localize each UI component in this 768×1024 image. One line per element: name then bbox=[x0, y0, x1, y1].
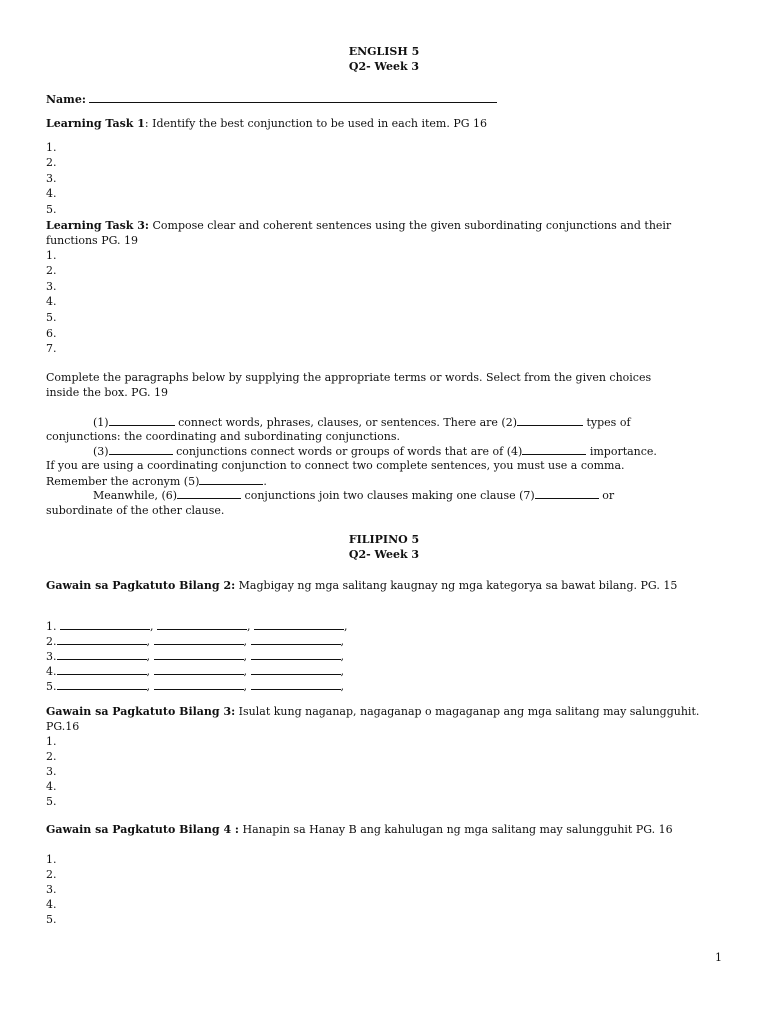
separator: , bbox=[243, 650, 247, 663]
learning-task-3-text: Compose clear and coherent sentences using the given subordinating conjunctions and their functions PG. 19 bbox=[46, 219, 672, 247]
paragraph-1-line-1 bbox=[93, 414, 631, 430]
gawain-2-text: Magbigay ng mga salitang kaugnay ng mga kategorya sa bawat bilang. PG. 15 bbox=[235, 579, 678, 592]
gawain-2-row bbox=[46, 678, 344, 694]
gawain-4-text: Hanapin sa Hanay B ang kahulugan ng mga salitang may salungguhit PG. 16 bbox=[239, 823, 673, 836]
gawain-2-heading bbox=[46, 578, 726, 593]
separator: , bbox=[247, 620, 251, 633]
task3-item: 6. bbox=[46, 327, 57, 340]
separator: , bbox=[344, 620, 348, 633]
separator: , bbox=[340, 665, 344, 678]
answer-blank[interactable] bbox=[57, 678, 147, 690]
gawain-3-item: 1. bbox=[46, 735, 57, 748]
gawain-4-item: 3. bbox=[46, 883, 57, 896]
answer-blank[interactable] bbox=[154, 663, 244, 675]
gawain-4-item: 5. bbox=[46, 913, 57, 926]
gawain-3-item: 2. bbox=[46, 750, 57, 763]
gawain-2-item-number: 1. bbox=[46, 620, 60, 633]
learning-task-3-heading bbox=[46, 218, 726, 248]
paragraph-3-end: or bbox=[598, 489, 615, 502]
gawain-3-label: Gawain sa Pagkatuto Bilang 3: bbox=[46, 705, 236, 718]
answer-blank[interactable] bbox=[254, 618, 344, 630]
blank-6[interactable] bbox=[177, 487, 241, 499]
gawain-2-row bbox=[46, 618, 348, 634]
answer-blank[interactable] bbox=[251, 633, 341, 645]
learning-task-3-label: Learning Task 3: bbox=[46, 219, 149, 232]
name-row bbox=[46, 91, 497, 107]
task3-item: 5. bbox=[46, 311, 57, 324]
gawain-2-item-number: 4. bbox=[46, 665, 57, 678]
separator: , bbox=[146, 650, 150, 663]
gawain-3-item: 4. bbox=[46, 780, 57, 793]
gawain-3-item: 3. bbox=[46, 765, 57, 778]
gawain-4-heading bbox=[46, 822, 726, 837]
gawain-4-item: 2. bbox=[46, 868, 57, 881]
english-week: Q2- Week 3 bbox=[348, 60, 420, 73]
gawain-2-item-number: 2. bbox=[46, 635, 57, 648]
paragraph-2-text: conjunctions connect words or groups of words that are of (4) bbox=[172, 445, 523, 458]
paragraph-2-line-1 bbox=[93, 443, 657, 459]
separator: , bbox=[243, 665, 247, 678]
separator: , bbox=[340, 680, 344, 693]
gawain-3-text: Isulat kung naganap, nagaganap o magaganap ang mga salitang may salungguhit. PG.16 bbox=[46, 705, 700, 733]
answer-blank[interactable] bbox=[251, 648, 341, 660]
blank-3-label: (3) bbox=[93, 445, 109, 458]
blank-2[interactable] bbox=[517, 414, 583, 426]
gawain-2-row bbox=[46, 663, 344, 679]
paragraph-2-line-2: If you are using a coordinating conjunction to connect two complete sentences, you must use a comma. bbox=[46, 459, 625, 472]
answer-blank[interactable] bbox=[251, 663, 341, 675]
acronym-period: . bbox=[263, 475, 267, 488]
paragraph-3-text: conjunctions join two clauses making one clause (7) bbox=[241, 489, 535, 502]
filipino-title: FILIPINO 5 bbox=[348, 533, 420, 546]
gawain-2-item-number: 3. bbox=[46, 650, 57, 663]
learning-task-1-text: : Identify the best conjunction to be used in each item. PG 16 bbox=[144, 117, 488, 130]
name-blank[interactable] bbox=[89, 91, 497, 103]
paragraph-1-end: types of bbox=[583, 416, 631, 429]
separator: , bbox=[146, 680, 150, 693]
answer-blank[interactable] bbox=[60, 618, 150, 630]
task1-item: 2. bbox=[46, 156, 57, 169]
answer-blank[interactable] bbox=[57, 663, 147, 675]
blank-1[interactable] bbox=[109, 414, 175, 426]
paragraph-instructions: Complete the paragraphs below by supplying the appropriate terms or words. Select from the given choices inside the box. PG. 19 bbox=[46, 371, 652, 399]
task1-item: 4. bbox=[46, 187, 57, 200]
task1-item: 1. bbox=[46, 141, 57, 154]
page-number: 1 bbox=[715, 951, 722, 964]
answer-blank[interactable] bbox=[154, 648, 244, 660]
paragraph-3-line-1 bbox=[93, 487, 614, 503]
task1-item: 5. bbox=[46, 203, 57, 216]
blank-4[interactable] bbox=[522, 443, 586, 455]
gawain-2-label: Gawain sa Pagkatuto Bilang 2: bbox=[46, 579, 236, 592]
task3-item: 4. bbox=[46, 295, 57, 308]
acronym-text: Remember the acronym (5) bbox=[46, 475, 200, 488]
gawain-2-row bbox=[46, 633, 344, 649]
gawain-2-item-number: 5. bbox=[46, 680, 57, 693]
paragraph-1-line-2: conjunctions: the coordinating and subordinating conjunctions. bbox=[46, 430, 401, 443]
separator: , bbox=[146, 665, 150, 678]
answer-blank[interactable] bbox=[251, 678, 341, 690]
gawain-3-item: 5. bbox=[46, 795, 57, 808]
gawain-4-item: 4. bbox=[46, 898, 57, 911]
blank-5[interactable] bbox=[199, 473, 263, 485]
gawain-2-row bbox=[46, 648, 344, 664]
answer-blank[interactable] bbox=[157, 618, 247, 630]
blank-3[interactable] bbox=[109, 443, 173, 455]
learning-task-1-label: Learning Task 1 bbox=[46, 117, 145, 130]
paragraph-3-start: Meanwhile, (6) bbox=[93, 489, 178, 502]
separator: , bbox=[340, 635, 344, 648]
gawain-4-label: Gawain sa Pagkatuto Bilang 4 : bbox=[46, 823, 239, 836]
paragraph-1-text: connect words, phrases, clauses, or sentences. There are (2) bbox=[174, 416, 517, 429]
paragraph-3-line-2: subordinate of the other clause. bbox=[46, 504, 225, 517]
answer-blank[interactable] bbox=[57, 633, 147, 645]
task1-item: 3. bbox=[46, 172, 57, 185]
name-label: Name: bbox=[46, 93, 86, 106]
answer-blank[interactable] bbox=[154, 678, 244, 690]
paragraph-2-end: importance. bbox=[586, 445, 657, 458]
task3-item: 7. bbox=[46, 342, 57, 355]
separator: , bbox=[146, 635, 150, 648]
separator: , bbox=[243, 635, 247, 648]
blank-7[interactable] bbox=[535, 487, 599, 499]
english-title: ENGLISH 5 bbox=[348, 45, 420, 58]
filipino-week: Q2- Week 3 bbox=[348, 548, 420, 561]
learning-task-1-heading bbox=[46, 116, 487, 131]
task3-item: 1. bbox=[46, 249, 57, 262]
separator: , bbox=[340, 650, 344, 663]
task3-item: 3. bbox=[46, 280, 57, 293]
answer-blank[interactable] bbox=[57, 648, 147, 660]
separator: , bbox=[150, 620, 154, 633]
gawain-4-item: 1. bbox=[46, 853, 57, 866]
gawain-3-heading bbox=[46, 704, 726, 734]
task3-item: 2. bbox=[46, 264, 57, 277]
separator: , bbox=[243, 680, 247, 693]
blank-1-label: (1) bbox=[93, 416, 109, 429]
answer-blank[interactable] bbox=[154, 633, 244, 645]
